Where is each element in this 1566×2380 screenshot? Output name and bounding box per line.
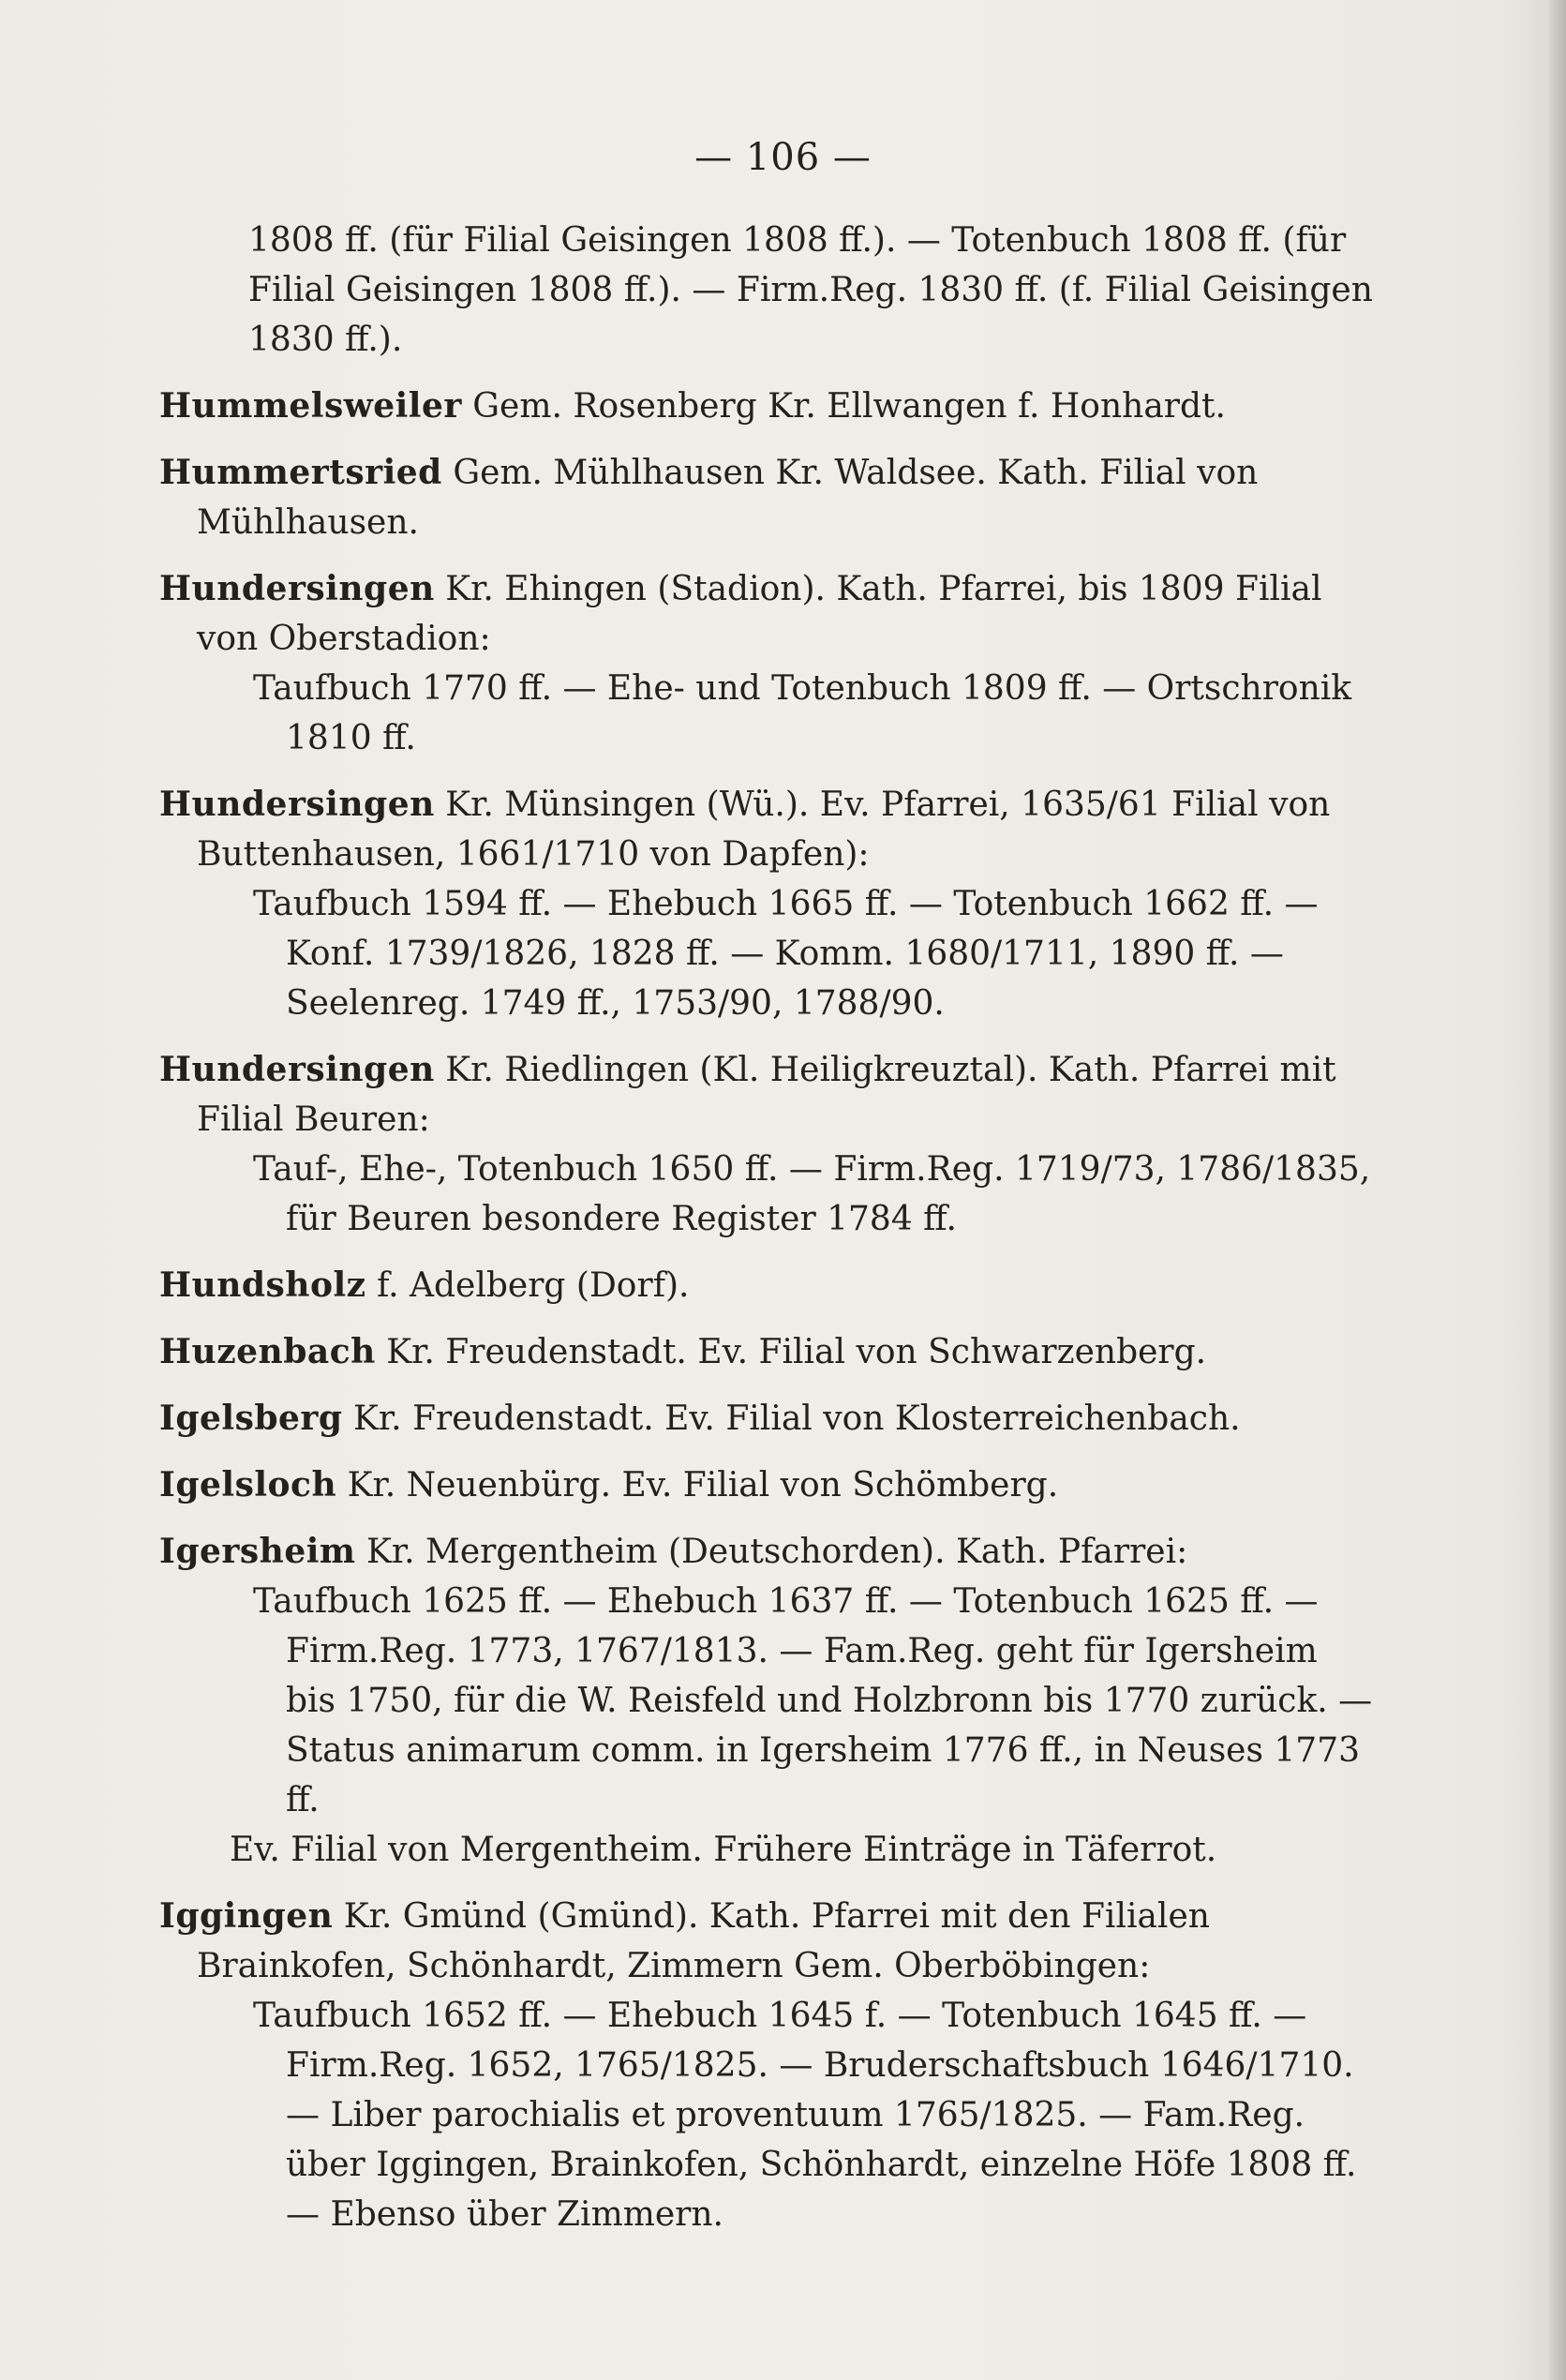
entry-records: Taufbuch 1625 ff. — Ehebuch 1637 ff. — Totenbuch 1625 ff. — Firm.Reg. 1773, 1767/1813. — Fam.Reg. geht für Igersheim bis 1750, für die W. Reisfeld und Holzbronn bis 1770 zurück. — Status animarum comm. in Igersheim 1776 ff., in Neuses 1773 ff.: [253, 1582, 1373, 1819]
document-body: [159, 216, 1378, 2256]
entry-head: Igelsberg: [159, 1399, 343, 1438]
entry-igelsberg: [159, 1394, 1378, 1444]
entry-text: Kr. Freudenstadt. Ev. Filial von Schwarzenberg.: [386, 1333, 1207, 1371]
intro-paragraph: 1808 ff. (für Filial Geisingen 1808 ff.). — Totenbuch 1808 ff. (für Filial Geisingen 1808 ff.). — Firm.Reg. 1830 ff. (f. Filial Geisingen 1830 ff.).: [248, 221, 1373, 359]
entry-text: Gem. Rosenberg Kr. Ellwangen f. Honhardt.: [472, 387, 1226, 426]
entry-records: Taufbuch 1594 ff. — Ehebuch 1665 ff. — Totenbuch 1662 ff. — Konf. 1739/1826, 1828 ff. — Komm. 1680/1711, 1890 ff. — Seelenreg. 1749 ff., 1753/90, 1788/90.: [253, 885, 1319, 1023]
entry-text: Kr. Münsingen (Wü.). Ev. Pfarrei, 1635/61 Filial von Buttenhausen, 1661/1710 von Dapfen):: [197, 786, 1331, 874]
entry-text: Kr. Riedlingen (Kl. Heiligkreuztal). Kath. Pfarrei mit Filial Beuren:: [197, 1051, 1336, 1139]
entry-records: Taufbuch 1770 ff. — Ehe- und Totenbuch 1809 ff. — Ortschronik 1810 ff.: [253, 669, 1352, 757]
page-number: — 106 —: [694, 136, 872, 179]
entry-head: Hummertsried: [159, 453, 442, 492]
entry-iggingen: [159, 1892, 1378, 2239]
entry-text: Kr. Freudenstadt. Ev. Filial von Klosterreichenbach.: [353, 1400, 1241, 1438]
entry-hundsholz: [159, 1261, 1378, 1310]
entry-hundersingen-ehingen: [159, 564, 1378, 763]
entry-hundersingen-muensingen: [159, 780, 1378, 1028]
entry-text: Kr. Mergentheim (Deutschorden). Kath. Pfarrei:: [365, 1533, 1188, 1571]
entry-igelsloch: [159, 1460, 1378, 1510]
entry-head: Hundersingen: [159, 569, 435, 608]
entry-text: f. Adelberg (Dorf).: [377, 1266, 690, 1305]
entry-records-ev: Ev. Filial von Mergentheim. Frühere Einträge in Täferrot.: [230, 1831, 1217, 1869]
entry-hummelsweiler: [159, 382, 1378, 431]
entry-text: Kr. Neuenbürg. Ev. Filial von Schömberg.: [347, 1466, 1059, 1504]
entry-records: Tauf-, Ehe-, Totenbuch 1650 ff. — Firm.Reg. 1719/73, 1786/1835, für Beuren besondere Register 1784 ff.: [253, 1150, 1371, 1238]
entry-head: Igelsloch: [159, 1465, 337, 1504]
entry-head: Hundsholz: [159, 1265, 366, 1305]
entry-head: Hundersingen: [159, 785, 435, 824]
entry-hundersingen-riedlingen: [159, 1045, 1378, 1244]
entry-text: Kr. Ehingen (Stadion). Kath. Pfarrei, bis 1809 Filial von Oberstadion:: [197, 570, 1322, 658]
entry-text: Gem. Mühlhausen Kr. Waldsee. Kath. Filial von Mühlhausen.: [197, 454, 1259, 542]
entry-head: Iggingen: [159, 1896, 334, 1936]
entry-huzenbach: [159, 1327, 1378, 1377]
entry-text: Kr. Gmünd (Gmünd). Kath. Pfarrei mit den Filialen Brainkofen, Schönhardt, Zimmern Gem. Oberböbingen:: [197, 1897, 1210, 1985]
entry-head: Igersheim: [159, 1532, 356, 1571]
entry-records: Taufbuch 1652 ff. — Ehebuch 1645 f. — Totenbuch 1645 ff. — Firm.Reg. 1652, 1765/1825. — Bruderschaftsbuch 1646/1710. — Liber parochialis et proventuum 1765/1825. — Fam.Reg. über Iggingen, Brainkofen, Schönhardt, einzelne Höfe 1808 ff. — Ebenso über Zimmern.: [253, 1997, 1357, 2234]
entry-head: Hummelsweiler: [159, 386, 462, 426]
entry-head: Hundersingen: [159, 1050, 435, 1089]
entry-hummertsried: [159, 448, 1378, 547]
page-edge: [1549, 0, 1566, 2380]
entry-head: Huzenbach: [159, 1332, 376, 1371]
entry-igersheim: [159, 1527, 1378, 1875]
